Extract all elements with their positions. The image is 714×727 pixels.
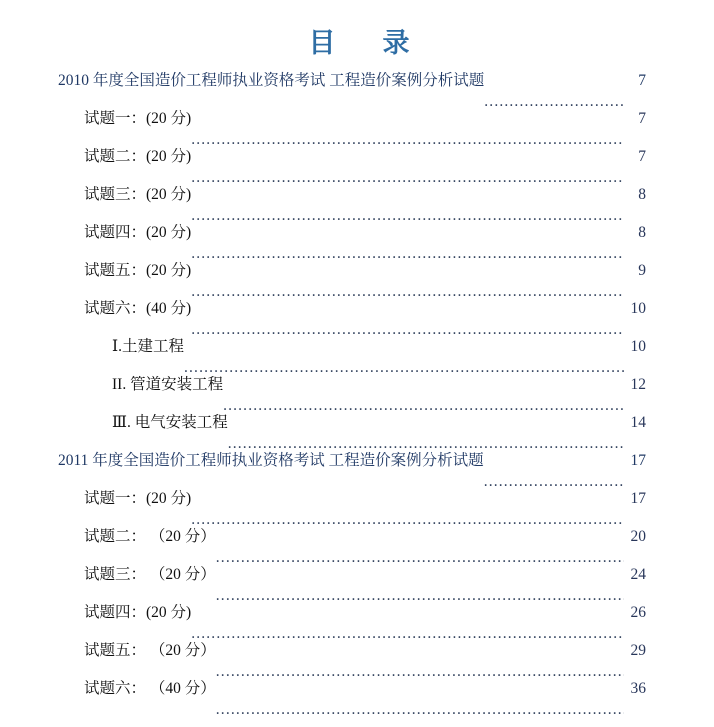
toc-entry-label: 试题四：(20 分) <box>84 604 192 621</box>
toc-entry[interactable] <box>0 72 714 110</box>
toc-entry-label: 试题二： （20 分） <box>84 528 216 545</box>
dot-leader <box>223 400 624 414</box>
toc-entry-page: 24 <box>630 566 646 583</box>
dot-leader <box>484 476 624 490</box>
toc-entry-page: 7 <box>638 110 646 127</box>
dot-leader <box>216 666 624 680</box>
toc-entry-label: 试题一：(20 分) <box>84 110 192 127</box>
toc-entry-page: 7 <box>638 72 646 89</box>
toc-entry-page: 14 <box>630 414 646 431</box>
toc-entry-page: 17 <box>630 490 646 507</box>
toc-entry-page: 20 <box>630 528 646 545</box>
toc-entry-label: Ⅲ. 电气安装工程 <box>112 414 228 431</box>
toc-entry[interactable] <box>0 642 714 680</box>
toc-entry-label: 2010 年度全国造价工程师执业资格考试 工程造价案例分析试题 <box>58 72 485 89</box>
dot-leader <box>191 514 624 528</box>
toc-entry-page: 29 <box>630 642 646 659</box>
toc-entry-label: II. 管道安装工程 <box>112 376 224 393</box>
toc-entry-page: 10 <box>630 338 646 355</box>
toc-entry[interactable] <box>0 604 714 642</box>
toc-entry-label: 试题二：(20 分) <box>84 148 192 165</box>
toc-entry-page: 17 <box>630 452 646 469</box>
dot-leader <box>191 172 624 186</box>
toc-entry-label: 试题一：(20 分) <box>84 490 192 507</box>
toc-entry[interactable] <box>0 490 714 528</box>
toc-entry[interactable] <box>0 452 714 490</box>
toc-entry[interactable] <box>0 528 714 566</box>
toc-entry-page: 7 <box>638 148 646 165</box>
toc-entry-label: 试题六： （40 分） <box>84 680 216 697</box>
dot-leader <box>191 248 624 262</box>
toc-entry-label: 试题五：(20 分) <box>84 262 192 279</box>
dot-leader <box>484 96 624 110</box>
dot-leader <box>191 210 624 224</box>
toc-entry[interactable] <box>0 148 714 186</box>
toc-entry[interactable] <box>0 338 714 376</box>
dot-leader <box>191 134 624 148</box>
toc-entry[interactable] <box>0 566 714 604</box>
dot-leader <box>228 438 624 452</box>
dot-leader <box>184 362 624 376</box>
toc-entry[interactable] <box>0 186 714 224</box>
toc-entry-label: 试题三：(20 分) <box>84 186 192 203</box>
toc-entry[interactable] <box>0 262 714 300</box>
toc-entry-label: 试题五： （20 分） <box>84 642 216 659</box>
toc-entry[interactable] <box>0 300 714 338</box>
toc-entry[interactable] <box>0 680 714 718</box>
dot-leader <box>191 324 624 338</box>
toc-entry[interactable] <box>0 224 714 262</box>
dot-leader <box>191 628 624 642</box>
toc-entry-label: 2011 年度全国造价工程师执业资格考试 工程造价案例分析试题 <box>58 452 484 469</box>
dot-leader <box>216 552 624 566</box>
page-title: 目 录 <box>308 28 420 58</box>
toc-entry-page: 12 <box>630 376 646 393</box>
toc-entry-label: 试题六：(40 分) <box>84 300 192 317</box>
toc-entry-label: Ⅰ.土建工程 <box>112 338 184 355</box>
toc-entry[interactable] <box>0 376 714 414</box>
dot-leader <box>216 590 624 604</box>
toc-entry-page: 10 <box>630 300 646 317</box>
toc-entry-page: 26 <box>630 604 646 621</box>
toc-entry[interactable] <box>0 110 714 148</box>
toc-entry[interactable] <box>0 414 714 452</box>
toc-entry-page: 9 <box>638 262 646 279</box>
dot-leader <box>191 286 624 300</box>
dot-leader <box>216 704 624 718</box>
toc-entry-page: 8 <box>638 224 646 241</box>
toc-entry-page: 8 <box>638 186 646 203</box>
toc-entry-page: 36 <box>630 680 646 697</box>
toc-entry-label: 试题四：(20 分) <box>84 224 192 241</box>
toc-entry-label: 试题三： （20 分） <box>84 566 216 583</box>
table-of-contents <box>0 60 714 718</box>
